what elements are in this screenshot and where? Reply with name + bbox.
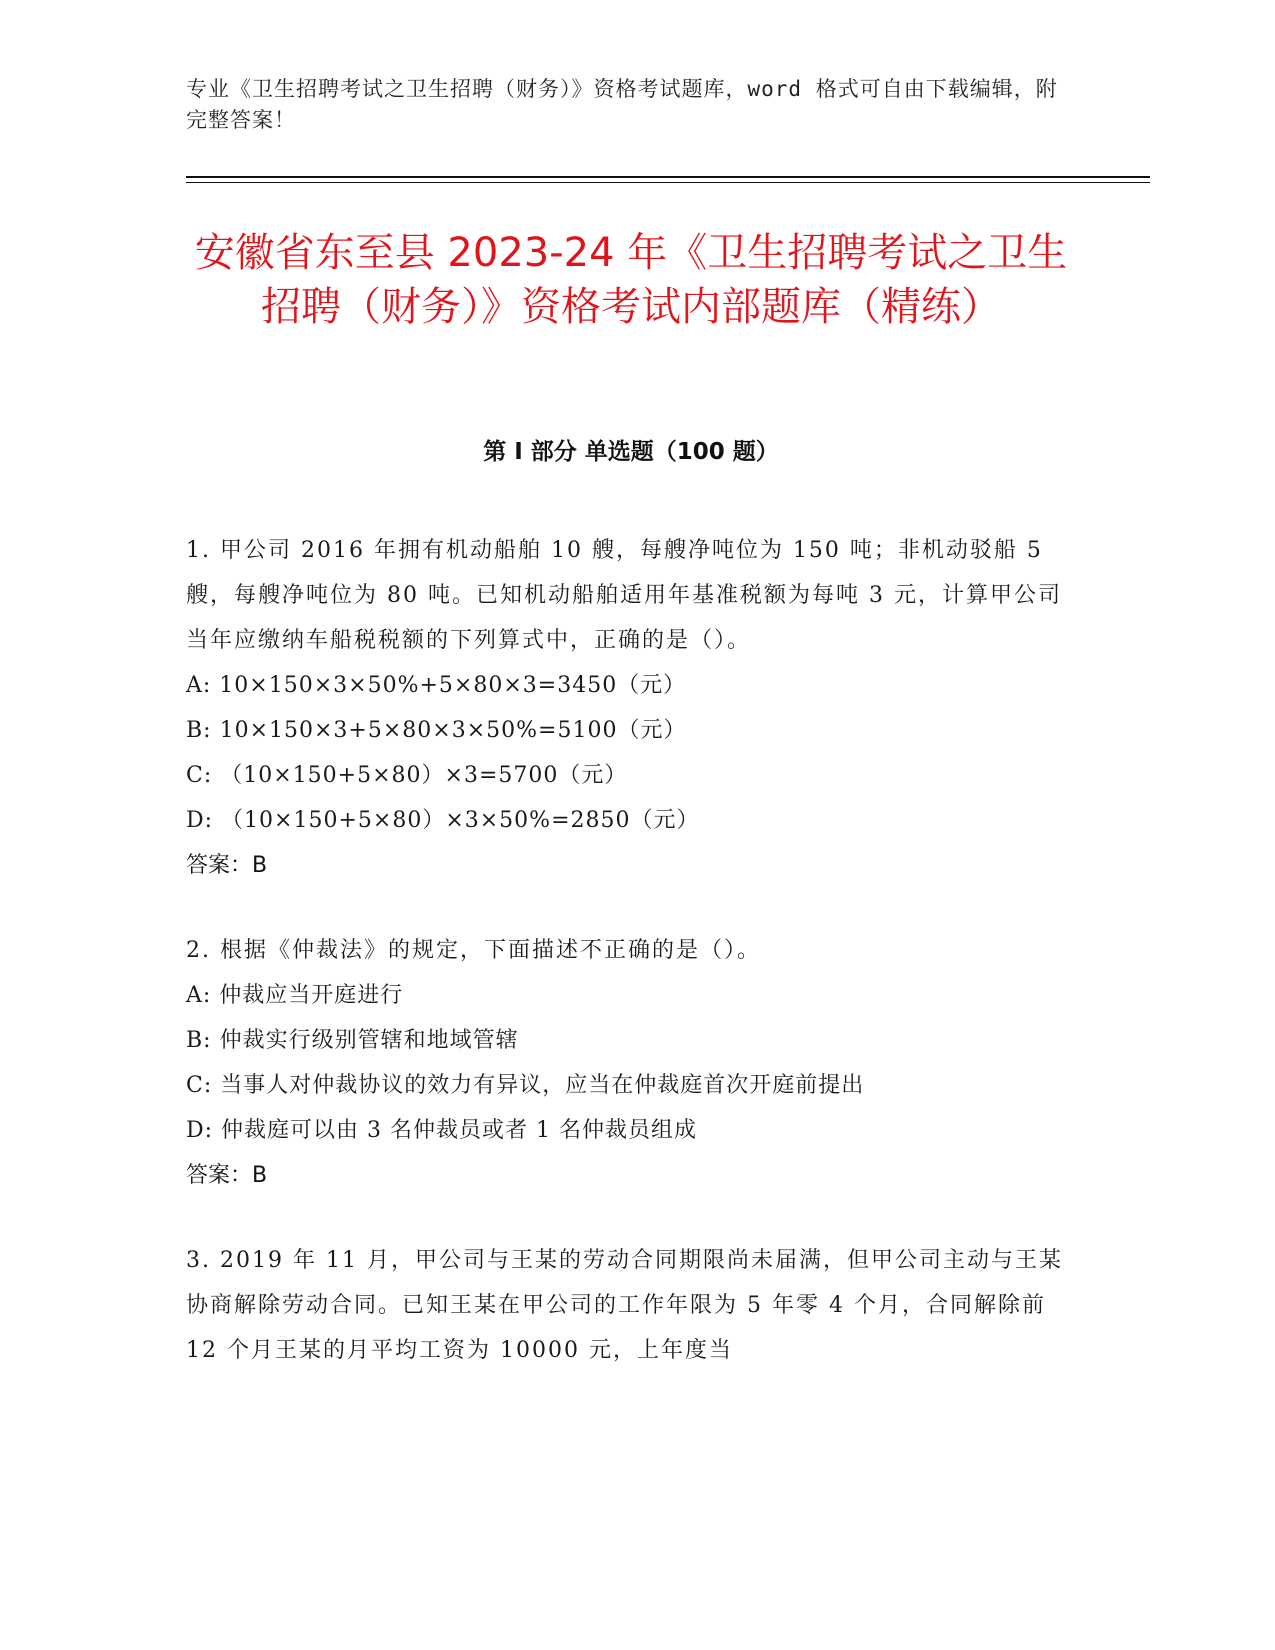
header-rule-thin [186,182,1150,183]
question-1 [186,528,1076,888]
question-stem: 2. 根据《仲裁法》的规定，下面描述不正确的是（）。 [186,938,761,963]
option-d: D: 仲裁庭可以由 3 名仲裁员或者 1 名仲裁员组成 [186,1118,698,1143]
option-c: C: （10×150+5×80）×3=5700（元） [186,763,628,788]
question-3 [186,1238,1076,1373]
question-stem: 1. 甲公司 2016 年拥有机动船舶 10 艘，每艘净吨位为 150 吨；非机动驳船 5 艘，每艘净吨位为 80 吨。已知机动船舶适用年基准税额为每吨 3 元，计算甲公司当年应缴纳车船税税额的下列算式中，正确的是（）。 [186,538,1062,653]
header-note: 专业《卫生招聘考试之卫生招聘（财务）》资格考试题库，word 格式可自由下载编辑，附完整答案！ [186,77,1058,132]
option-d: D: （10×150+5×80）×3×50%=2850（元） [186,808,700,833]
option-b: B: 10×150×3+5×80×3×50%=5100（元） [186,718,687,743]
option-a: A: 10×150×3×50%+5×80×3=3450（元） [186,673,687,698]
question-2 [186,928,1076,1198]
document-title: 安徽省东至县 2023-24 年《卫生招聘考试之卫生招聘（财务）》资格考试内部题库（精练） [194,230,1068,330]
answer-line: 答案：B [186,1163,268,1188]
option-b: B: 仲裁实行级别管辖和地域管辖 [186,1028,519,1053]
question-stem: 3. 2019 年 11 月，甲公司与王某的劳动合同期限尚未届满，但甲公司主动与王某协商解除劳动合同。已知王某在甲公司的工作年限为 5 年零 4 个月，合同解除前 12 个月王某的月平均工资为 10000 元，上年度当 [186,1248,1063,1363]
header-rule-thick [186,176,1150,178]
section-heading: 第 I 部分 单选题（100 题） [483,439,779,465]
answer-line: 答案：B [186,853,268,878]
option-a: A: 仲裁应当开庭进行 [186,983,404,1008]
question-list [186,528,1076,1413]
option-c: C: 当事人对仲裁协议的效力有异议，应当在仲裁庭首次开庭前提出 [186,1073,865,1098]
